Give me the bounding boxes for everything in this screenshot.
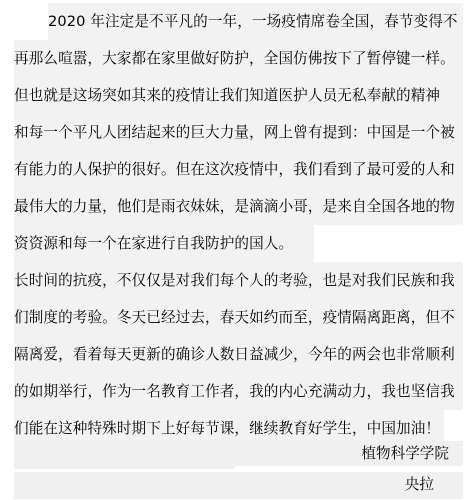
signature-org: 植物科学学院 — [361, 445, 449, 462]
paragraph-line-12: 们能在这种特殊时期下上好每节课，继续教育好学生，中国加油！ — [14, 410, 444, 447]
paragraph-line-11: 的如期举行，作为一名教育工作者，我的内心充满动力，我也坚信我 — [14, 373, 463, 410]
paragraph-line-3: 但也就是这场突如其来的疫情让我们知道医护人员无私奉献的精神 — [14, 77, 463, 114]
paragraph-line-7: 资资源和每一个在家进行自我防护的国人。 — [14, 225, 314, 262]
paragraph-line-2: 再那么喧嚣，大家都在家里做好防护，全国仿佛按下了暂停键一样。 — [14, 40, 463, 77]
paragraph-line-4: 和每一个平凡人团结起来的巨大力量，网上曾有提到：中国是一个被 — [14, 114, 463, 151]
signature-org-line — [14, 441, 463, 466]
signature-name: 央拉 — [404, 476, 434, 493]
paragraph-line-10: 隔离爱，看着每天更新的确诊人数日益减少，今年的两会也非常顺利 — [14, 336, 463, 373]
paragraph-line-9: 们制度的考验。冬天已经过去，春天如约而至，疫情隔离距离，但不 — [14, 299, 463, 336]
paragraph-line-1: 2020 年注定是不平凡的一年，一场疫情席卷全国，春节变得不 — [48, 3, 463, 40]
paragraph-line-5: 有能力的人保护的很好。但在这次疫情中，我们看到了最可爱的人和 — [14, 151, 463, 188]
signature-name-line — [14, 472, 463, 499]
paragraph-line-8: 长时间的抗疫，不仅仅是对我们每个人的考验，也是对我们民族和我 — [14, 262, 463, 299]
paragraph-line-6: 最伟大的力量，他们是雨衣妹妹，是滴滴小哥，是来自全国各地的物 — [14, 188, 463, 225]
